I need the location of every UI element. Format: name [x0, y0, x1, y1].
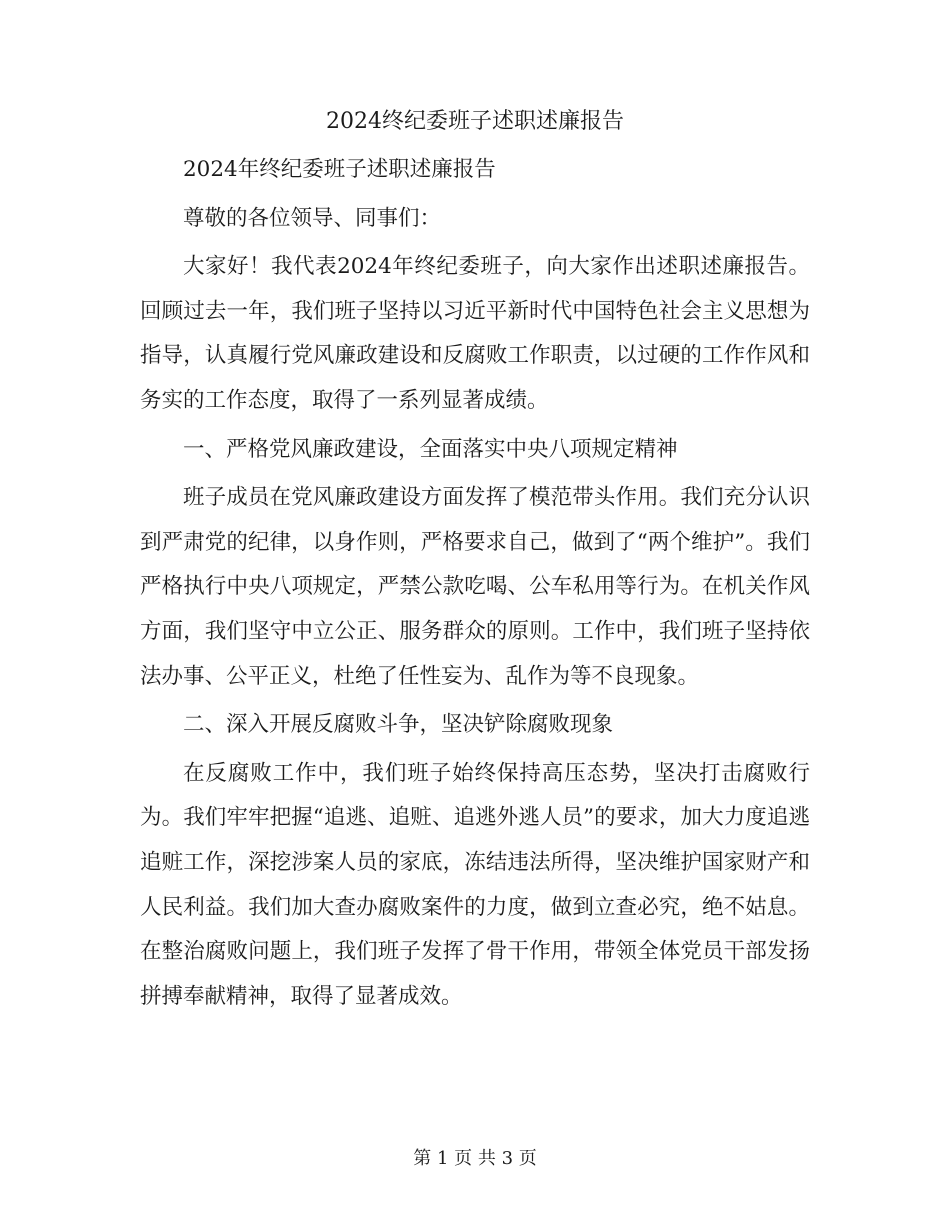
document-title: 2024终纪委班子述职述廉报告	[326, 109, 624, 134]
section-heading-2: 二、深入开展反腐败斗争，坚决铲除腐败现象	[183, 712, 614, 738]
section-1-paragraph: 班子成员在党风廉政建设方面发挥了模范带头作用。我们充分认识到严肃党的纪律，以身作则，严格要求自己，做到了“两个维护”。我们严格执行中央八项规定，严禁公款吃喝、公车私用等行为。在机关作风方面，我们坚守中立公正、服务群众的原则。工作中，我们班子坚持依法办事、公平正义，杜绝了任性妄为、乱作为等不良现象。	[140, 485, 810, 689]
section-2-paragraph: 在反腐败工作中，我们班子始终保持高压态势，坚决打击腐败行为。我们牢牢把握“追逃、追赃、追逃外逃人员”的要求，加大力度追逃追赃工作，深挖涉案人员的家底，冻结违法所得，坚决维护国家财产和人民利益。我们加大查办腐败案件的力度，做到立查必究，绝不姑息。在整治腐败问题上，我们班子发挥了骨干作用，带领全体党员干部发扬拼搏奉献精神，取得了显著成效。	[140, 760, 810, 1009]
page-number-footer: 第 1 页 共 3 页	[413, 1148, 537, 1169]
subtitle-paragraph: 2024年终纪委班子述职述廉报告	[183, 157, 496, 182]
document-body	[140, 148, 810, 1023]
salutation-paragraph: 尊敬的各位领导、同事们：	[183, 205, 442, 231]
intro-paragraph: 大家好！我代表2024年终纪委班子，向大家作出述职述廉报告。回顾过去一年，我们班子坚持以习近平新时代中国特色社会主义思想为指导，认真履行党风廉政建设和反腐败工作职责，以过硬的工作作风和务实的工作态度，取得了一系列显著成绩。	[140, 254, 810, 413]
section-heading-1: 一、严格党风廉政建设，全面落实中央八项规定精神	[183, 436, 678, 462]
